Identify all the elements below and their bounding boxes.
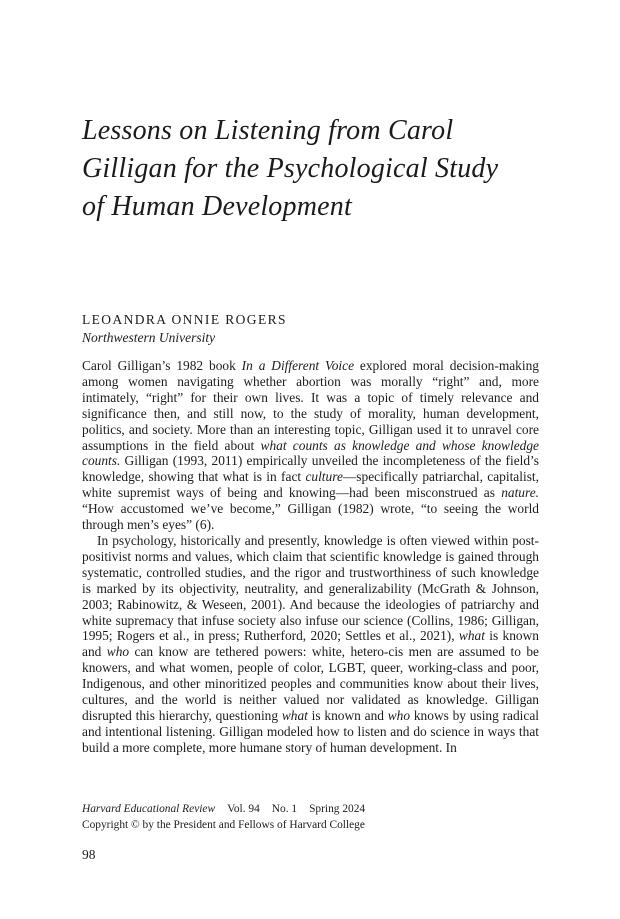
article-title — [82, 112, 539, 226]
journal-season: Spring 2024 — [309, 803, 366, 815]
journal-citation-line — [82, 802, 539, 818]
body-paragraph: Carol Gilligan’s 1982 book In a Different Voice explored moral decision-making among women navigating whether abortion was morally “right” and, more intimately, “right” for their own lives. It was a topic of timely relevance and significance then, and still now, to the study of morality, human development, politics, and society. More than an interesting topic, Gilligan used it to unravel core assumptions in the field about what counts as knowledge and whose knowledge counts. Gilligan (1993, 2011) empirically unveiled the incompleteness of the field’s knowledge, showing that what is in fact culture—specifically patriarchal, capitalist, white supremist ways of being and knowing—had been misconstrued as nature. “How accustomed we’ve become,” Gilligan (1982) wrote, “to seeing the world through men’s eyes” (6). — [82, 358, 539, 533]
body-paragraph: In psychology, historically and presently, knowledge is often viewed within post-positivist norms and values, which claim that scientific knowledge is gained through systematic, controlled studies, and the rigor and trustworthiness of such knowledge is marked by its objectivity, neutrality, and generalizability (McGrath & Johnson, 2003; Rabinowitz, & Weseen, 2001). And because the ideologies of patriarchy and white supremacy that infuse society also infuse our science (Collins, 1986; Gilligan, 1995; Rogers et al., in press; Rutherford, 2020; Settles et al., 2021), what is known and who can know are tethered powers: white, hetero-cis men are assumed to be knowers, and what women, people of color, LGBT, queer, working-class and poor, Indigenous, and other minoritized peoples and communities know about their lives, cultures, and the world is neither valued nor validated as knowledge. Gilligan disrupted this hierarchy, questioning what is known and who knows by using radical and intentional listening. Gilligan modeled how to listen and do science in ways that build a more complete, more humane story of human development. In — [82, 532, 540, 755]
article-title-line: Gilligan for the Psychological Study — [82, 153, 499, 184]
journal-title: Harvard Educational Review — [82, 803, 216, 815]
author-name: LEOANDRA ONNIE ROGERS — [82, 312, 287, 327]
article-title-line: of Human Development — [82, 191, 352, 222]
article-body — [82, 358, 539, 756]
page-number: 98 — [82, 847, 96, 862]
page-footer — [82, 802, 539, 833]
copyright-line: Copyright © by the President and Fellows of Harvard College — [82, 818, 365, 831]
journal-volume: Vol. 94 — [227, 803, 260, 815]
article-title-line: Lessons on Listening from Carol — [82, 115, 454, 146]
author-affiliation: Northwestern University — [82, 330, 216, 345]
journal-issue: No. 1 — [271, 803, 298, 815]
